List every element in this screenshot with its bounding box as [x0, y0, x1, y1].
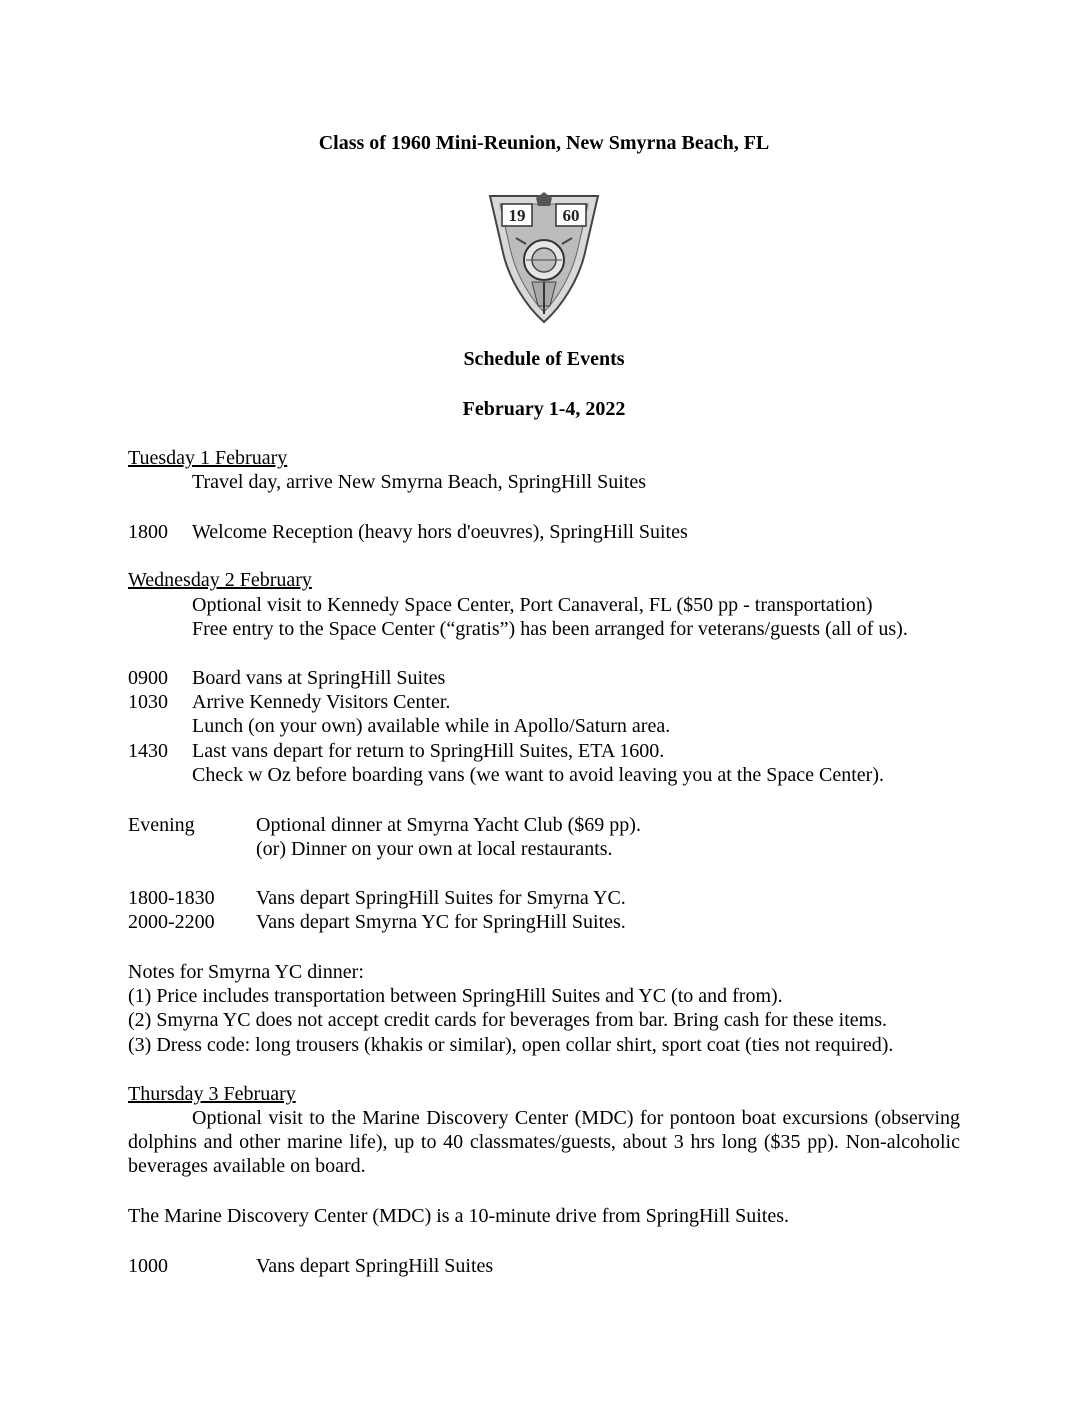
tuesday-travel-line: Travel day, arrive New Smyrna Beach, SpringHill Suites	[192, 471, 646, 493]
wednesday-ksc-visit: Optional visit to Kennedy Space Center, Port Canaveral, FL ($50 pp - transportation)	[192, 594, 873, 616]
tuesday-heading: Tuesday 1 February	[128, 447, 288, 469]
crest-year-right: 60	[562, 206, 580, 225]
schedule-heading: Schedule of Events	[463, 348, 625, 370]
thursday-mdc-drive: The Marine Discovery Center (MDC) is a 10-minute drive from SpringHill Suites.	[128, 1205, 789, 1227]
thursday-vans-depart: Vans depart SpringHill Suites	[256, 1255, 494, 1277]
tuesday-time-1800: 1800	[128, 521, 168, 543]
note-1: (1) Price includes transportation between SpringHill Suites and YC (to and from).	[128, 985, 783, 1007]
wednesday-lunch: Lunch (on your own) available while in Apollo/Saturn area.	[192, 715, 671, 737]
wednesday-check-oz: Check w Oz before boarding vans (we want to avoid leaving you at the Space Center).	[192, 764, 884, 786]
wednesday-vans-to-yc: Vans depart SpringHill Suites for Smyrna YC.	[256, 887, 626, 909]
wednesday-vans-from-yc: Vans depart Smyrna YC for SpringHill Suites.	[256, 911, 626, 933]
wednesday-time-0900: 0900	[128, 667, 168, 689]
evening-label: Evening	[128, 814, 195, 836]
wednesday-time-2000-2200: 2000-2200	[128, 911, 215, 933]
wednesday-arrive-kennedy: Arrive Kennedy Visitors Center.	[192, 691, 451, 713]
class-crest-logo	[486, 190, 602, 324]
wednesday-last-vans: Last vans depart for return to SpringHill Suites, ETA 1600.	[192, 740, 665, 762]
note-2: (2) Smyrna YC does not accept credit cards for beverages from bar. Bring cash for these items.	[128, 1009, 888, 1031]
wednesday-time-1800-1830: 1800-1830	[128, 887, 215, 909]
tuesday-welcome-reception: Welcome Reception (heavy hors d'oeuvres), SpringHill Suites	[192, 521, 688, 543]
evening-dinner-own: (or) Dinner on your own at local restaurants.	[256, 838, 613, 860]
crest-year-left: 19	[508, 206, 526, 225]
thursday-mdc-paragraph: Optional visit to the Marine Discovery Center (MDC) for pontoon boat excursions (observing dolphins and other marine life), up to 40 classmates/guests, about 3 hrs long ($35 pp). Non-alcoholic beverages available on board.	[128, 1107, 960, 1177]
wednesday-time-1030: 1030	[128, 691, 168, 713]
document-title: Class of 1960 Mini-Reunion, New Smyrna Beach, FL	[318, 132, 770, 154]
wednesday-free-entry: Free entry to the Space Center (“gratis”) has been arranged for veterans/guests (all of us).	[192, 618, 908, 640]
thursday-time-1000: 1000	[128, 1255, 168, 1277]
event-dates: February 1-4, 2022	[462, 398, 626, 420]
notes-heading: Notes for Smyrna YC dinner:	[128, 961, 364, 983]
note-3: (3) Dress code: long trousers (khakis or similar), open collar shirt, sport coat (ties not required).	[128, 1034, 894, 1056]
wednesday-board-vans: Board vans at SpringHill Suites	[192, 667, 446, 689]
evening-optional-dinner: Optional dinner at Smyrna Yacht Club ($69 pp).	[256, 814, 641, 836]
wednesday-heading: Wednesday 2 February	[128, 569, 312, 591]
thursday-heading: Thursday 3 February	[128, 1083, 296, 1105]
wednesday-time-1430: 1430	[128, 740, 168, 762]
